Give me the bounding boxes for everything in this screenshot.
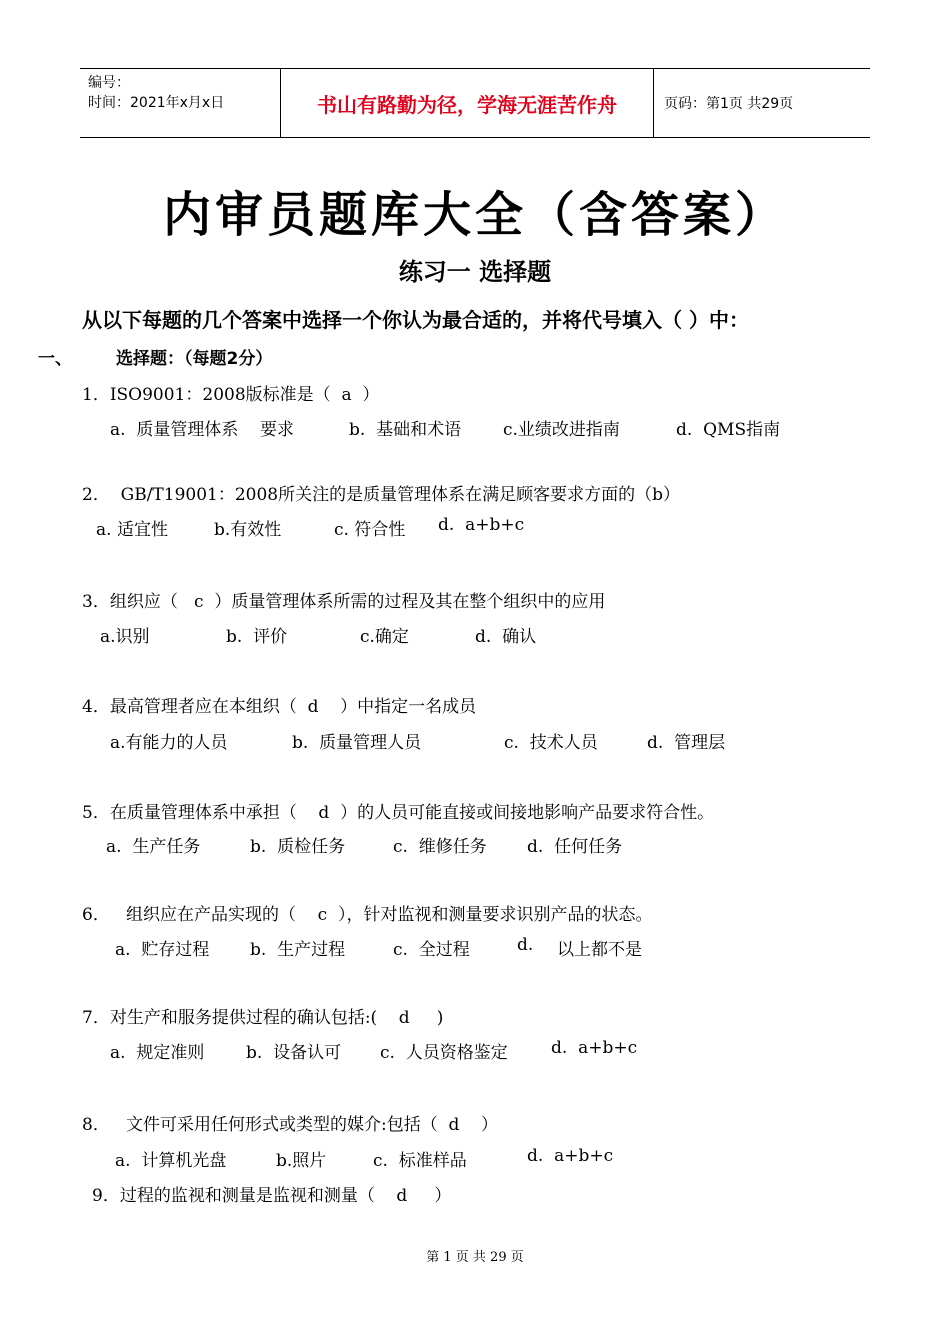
option-b: b.照片 <box>276 1151 327 1171</box>
instruction-text: 从以下每题的几个答案中选择一个你认为最合适的，并将代号填入（ ）中： <box>82 308 749 332</box>
option-a: a. 贮存过程 <box>115 940 210 960</box>
question-text: 5．在质量管理体系中承担（ d ）的人员可能直接或间接地影响产品要求符合性。 <box>82 803 715 823</box>
option-d-text: 以上都不是 <box>557 940 642 960</box>
option-c: c. 全过程 <box>393 940 470 960</box>
option-b: b. 质检任务 <box>250 837 346 857</box>
option-a: a.识别 <box>100 627 150 647</box>
option-b: b. 基础和术语 <box>349 420 462 440</box>
number-label: 编号： <box>88 75 130 91</box>
page-footer: 第 1 页 共 29 页 <box>426 1250 524 1265</box>
option-a: a. 质量管理体系 要求 <box>110 420 294 440</box>
option-d: d. <box>517 935 534 955</box>
question-text: 3．组织应（ c ）质量管理体系所需的过程及其在整个组织中的应用 <box>82 592 606 612</box>
option-d: d. a+b+c <box>527 1146 614 1166</box>
option-d: d. a+b+c <box>551 1038 638 1058</box>
option-c: c.业绩改进指南 <box>503 420 620 440</box>
option-b: b. 评价 <box>226 627 288 647</box>
option-c: c. 维修任务 <box>393 837 487 857</box>
time-label: 时间：2021年x月x日 <box>88 95 225 111</box>
section-number: 一、 <box>38 349 72 369</box>
option-c: c. 符合性 <box>334 520 406 540</box>
option-d: d. 管理层 <box>647 733 726 753</box>
header-page-info: 页码：第1页 共29页 <box>664 96 794 112</box>
question-text: 9．过程的监视和测量是监视和测量（ d ） <box>92 1186 452 1206</box>
question-text: 7．对生产和服务提供过程的确认包括:( d ) <box>82 1008 444 1028</box>
header-motto: 书山有路勤为径，学海无涯苦作舟 <box>280 69 654 137</box>
question-text: 8． 文件可采用任何形式或类型的媒介:包括（ d ） <box>82 1115 499 1135</box>
question-text: 6． 组织应在产品实现的（ c ），针对监视和测量要求识别产品的状态。 <box>82 905 653 925</box>
option-d: d. 确认 <box>475 627 537 647</box>
option-a: a. 计算机光盘 <box>115 1151 227 1171</box>
option-a: a. 生产任务 <box>106 837 201 857</box>
option-c: c.确定 <box>360 627 409 647</box>
question-text: 4．最高管理者应在本组织（ d ）中指定一名成员 <box>82 697 477 717</box>
document-header <box>80 68 870 138</box>
option-d: d. QMS指南 <box>676 420 781 440</box>
option-c: c. 标准样品 <box>373 1151 467 1171</box>
option-d: d. 任何任务 <box>527 837 623 857</box>
option-b: b. 质量管理人员 <box>292 733 422 753</box>
section-label: 选择题：（每题2分） <box>116 349 273 369</box>
option-b: b.有效性 <box>214 520 282 540</box>
option-b: b. 设备认可 <box>246 1043 342 1063</box>
option-b: b. 生产过程 <box>250 940 346 960</box>
option-a: a.有能力的人员 <box>110 733 228 753</box>
question-text: 2． GB/T19001：2008所关注的是质量管理体系在满足顾客要求方面的（b） <box>82 485 680 505</box>
option-c: c. 技术人员 <box>504 733 598 753</box>
page-subtitle: 练习一 选择题 <box>398 258 552 286</box>
option-d: d. a+b+c <box>438 515 525 535</box>
header-meta <box>80 69 280 137</box>
question-text: 1．ISO9001：2008版标准是（ a ） <box>82 385 380 405</box>
option-a: a. 规定准则 <box>110 1043 205 1063</box>
option-a: a. 适宜性 <box>96 520 168 540</box>
page-title: 内审员题库大全（含答案） <box>162 187 787 243</box>
section-heading <box>38 344 272 369</box>
option-c: c. 人员资格鉴定 <box>380 1043 508 1063</box>
